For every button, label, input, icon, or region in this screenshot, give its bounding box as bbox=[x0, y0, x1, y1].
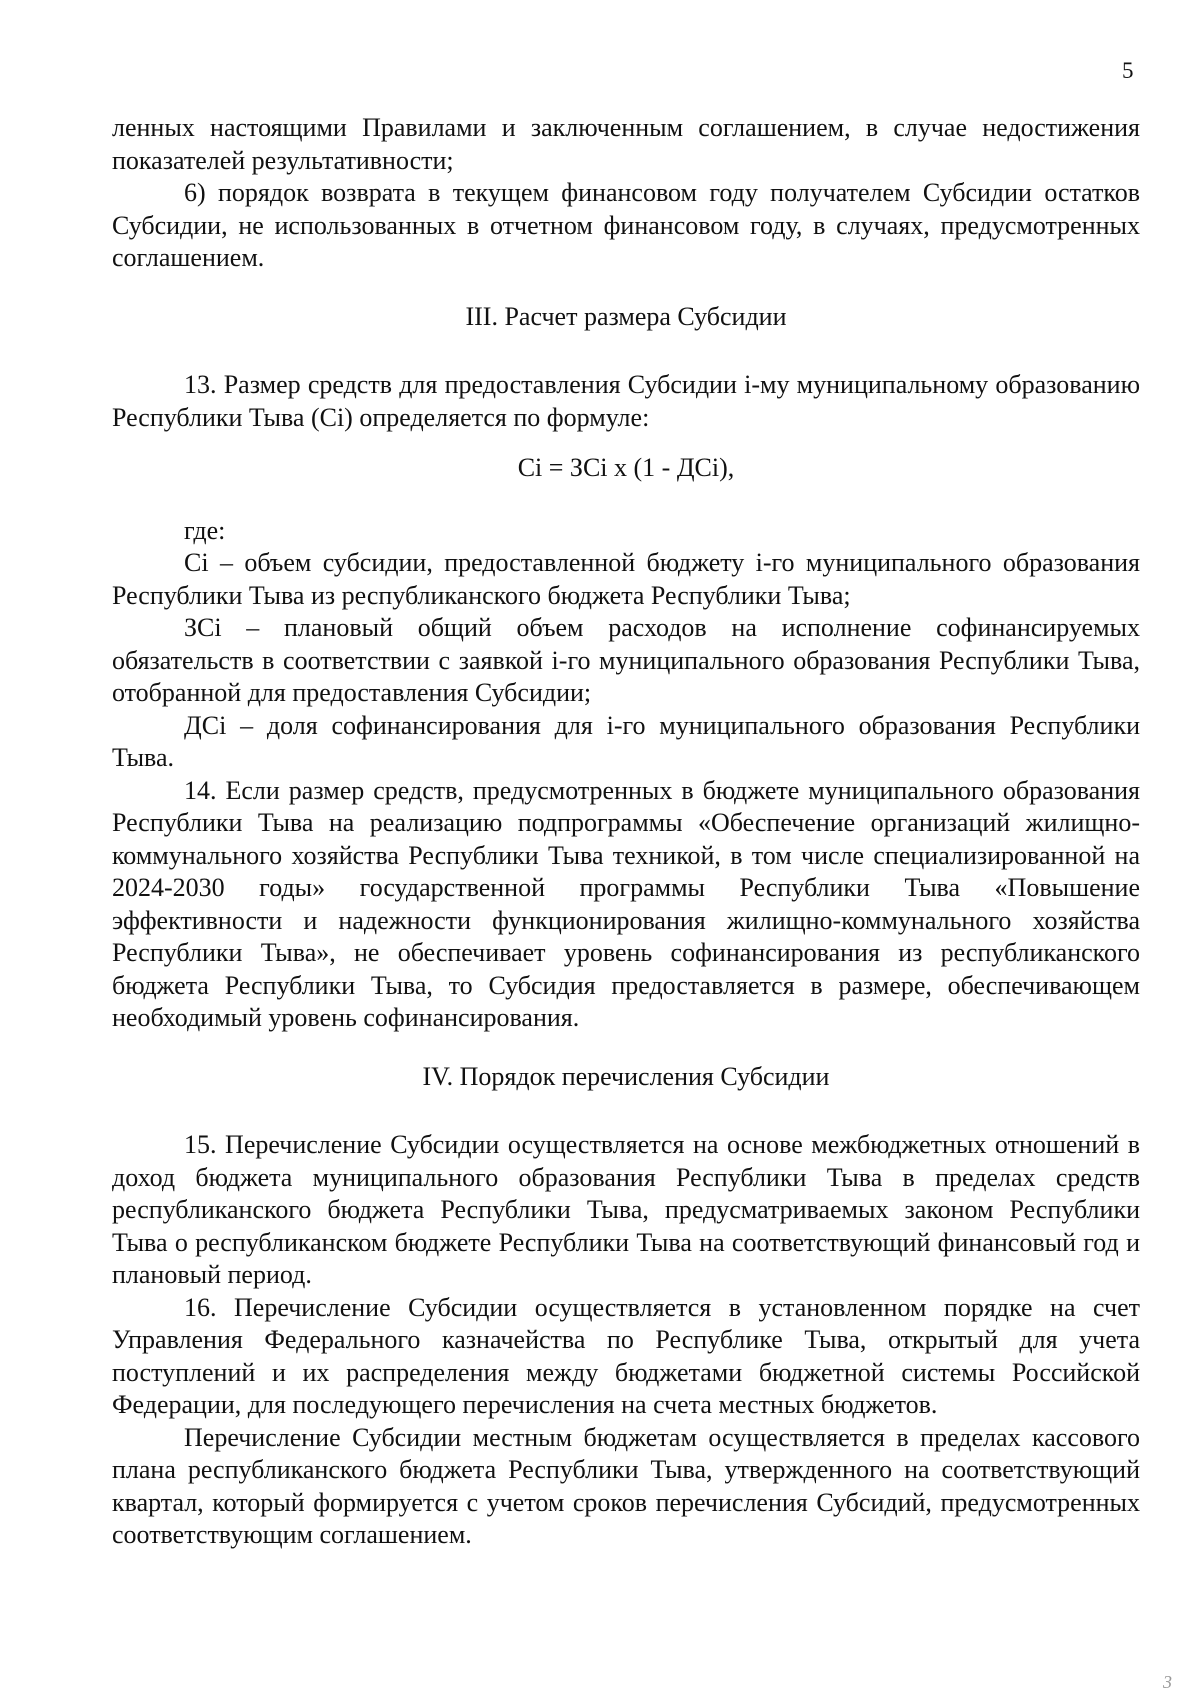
paragraph-16-continued: Перечисление Субсидии местным бюджетам осуществляется в пределах кассового плана республиканского бюджета Республики Тыва, утвержденного на соответствующий квартал, который формируется с учетом сроков перечисления Субсидий, предусмотренных соответствующим соглашением. bbox=[112, 1422, 1140, 1549]
definition-dci: ДCi – доля софинансирования для i-го муниципального образования Республики Тыва. bbox=[112, 710, 1140, 772]
where-label: где: bbox=[184, 515, 226, 545]
paragraph-16: 16. Перечисление Субсидии осуществляется в установленном порядке на счет Управления Федерального казначейства по Республике Тыва, открытый для учета поступлений и их распределения между бюджетами бюджетной системы Российской Федерации, для последующего перечисления на счета местных бюджетов. bbox=[112, 1292, 1140, 1419]
section-3-heading: III. Расчет размера Субсидии bbox=[465, 301, 787, 331]
corner-mark: 3 bbox=[1163, 1672, 1172, 1692]
definition-ci: Ci – объем субсидии, предоставленной бюджету i-го муниципального образования Республики Тыва из республиканского бюджета Республики Тыва; bbox=[112, 548, 1140, 610]
paragraph-continuation: ленных настоящими Правилами и заключенным соглашением, в случае недостижения показателей результативности; bbox=[112, 113, 1140, 175]
paragraph-14: 14. Если размер средств, предусмотренных в бюджете муниципального образования Республики Тыва на реализацию подпрограммы «Обеспечение организаций жилищно-коммунального хозяйства Республики Тыва техникой, в том числе специализированной на 2024-2030 годы» государственной программы Республики Тыва «Повышение эффективности и надежности функционирования жилищно-коммунального хозяйства Республики Тыва», не обеспечивает уровень софинансирования из республиканского бюджета Республики Тыва, то Субсидия предоставляется в размере, обеспечивающем необходимый уровень софинансирования. bbox=[112, 775, 1140, 1032]
page-number: 5 bbox=[1122, 58, 1134, 83]
paragraph-item-6: 6) порядок возврата в текущем финансовом году получателем Субсидии остатков Субсидии, не использованных в отчетном финансовом году, в случаях, предусмотренных соглашением. bbox=[112, 178, 1140, 272]
paragraph-13: 13. Размер средств для предоставления Субсидии i-му муниципальному образованию Республики Тыва (Ci) определяется по формуле: bbox=[112, 370, 1140, 432]
paragraph-15: 15. Перечисление Субсидии осуществляется на основе межбюджетных отношений в доход бюджета муниципального образования Республики Тыва в пределах средств республиканского бюджета Республики Тыва, предусматриваемых законом Республики Тыва о республиканском бюджете Республики Тыва на соответствующий финансовый год и плановый период. bbox=[112, 1130, 1140, 1289]
document-body bbox=[112, 112, 1140, 1552]
section-4-heading: IV. Порядок перечисления Субсидии bbox=[422, 1061, 830, 1091]
definition-zci: ЗCi – плановый общий объем расходов на исполнение софинансируемых обязательств в соответствии с заявкой i-го муниципального образования Республики Тыва, отобранной для предоставления Субсидии; bbox=[112, 613, 1140, 707]
formula: Ci = ЗCi х (1 - ДCi), bbox=[517, 453, 735, 482]
